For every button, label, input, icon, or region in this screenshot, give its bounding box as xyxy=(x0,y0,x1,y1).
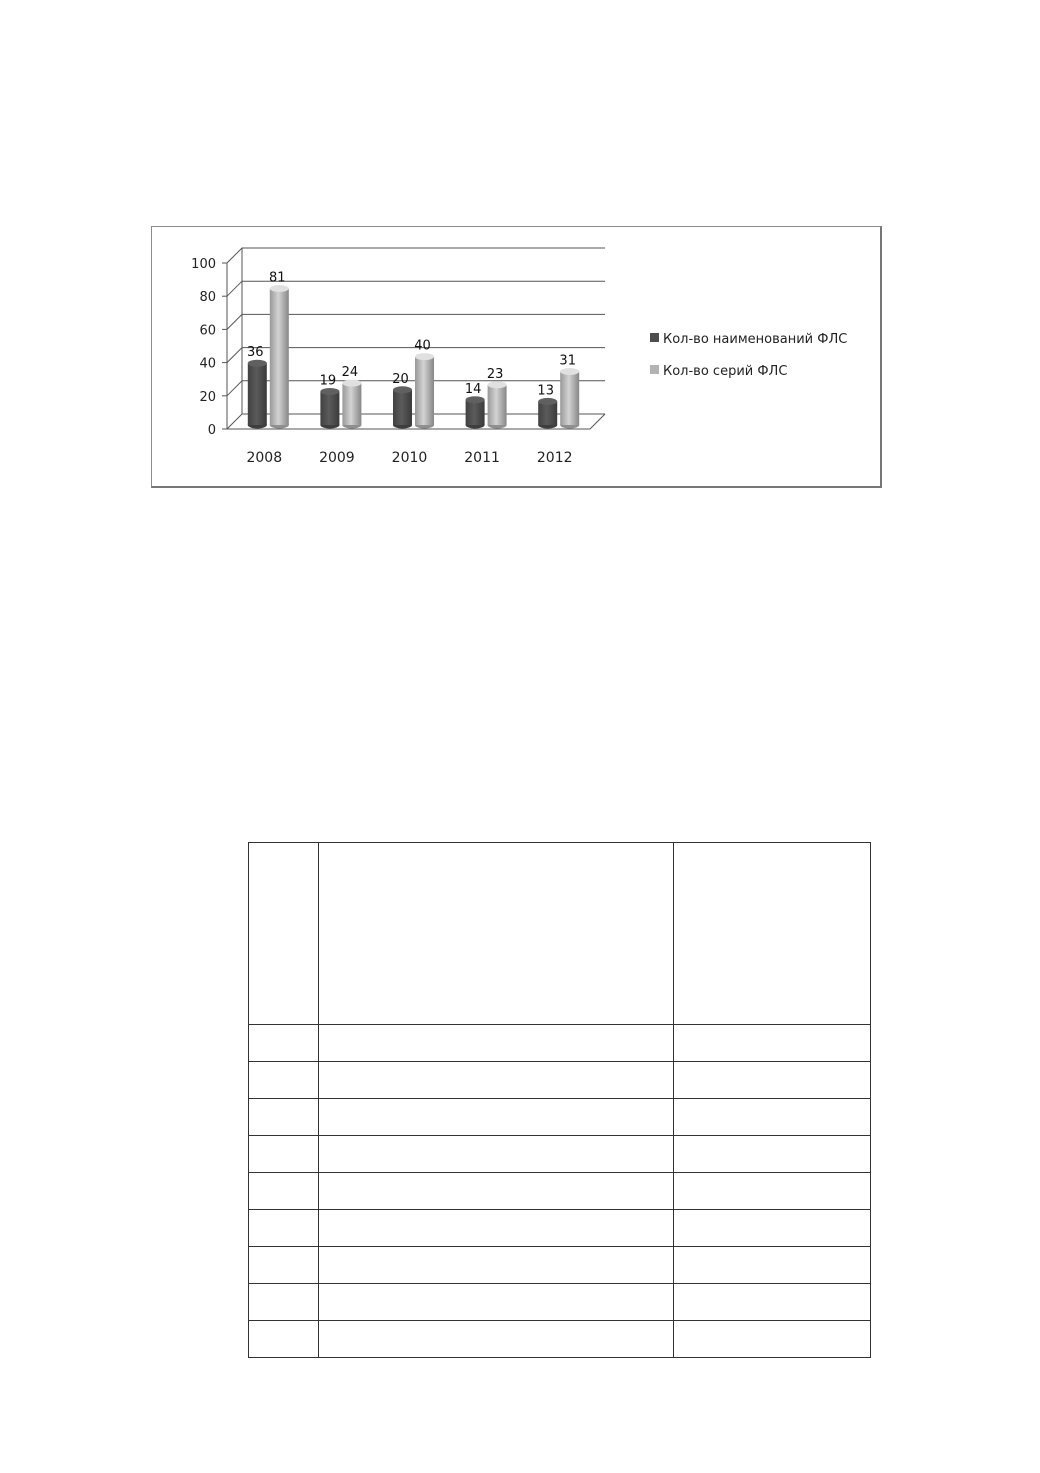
table-cell xyxy=(674,1321,871,1358)
data-table xyxy=(248,842,871,1358)
x-tick-label: 2008 xyxy=(246,450,283,466)
bar-4-1 xyxy=(560,372,579,425)
table-row xyxy=(249,1062,871,1099)
bar-top xyxy=(466,396,485,403)
data-label: 81 xyxy=(269,270,286,286)
table-cell xyxy=(674,1062,871,1099)
y-tick-label: 100 xyxy=(191,257,216,272)
x-tick-label: 2009 xyxy=(319,450,355,466)
bar-3-0 xyxy=(466,400,485,425)
chart xyxy=(152,227,883,489)
y-tick-label: 40 xyxy=(199,356,216,372)
gridline xyxy=(227,248,605,263)
bar-top xyxy=(393,386,412,393)
y-tick-label: 20 xyxy=(199,389,216,405)
table-row xyxy=(249,1210,871,1247)
data-label: 31 xyxy=(559,353,576,369)
x-tick-label: 2012 xyxy=(536,450,573,466)
table-cell xyxy=(249,1247,319,1284)
table-cell xyxy=(249,843,319,1025)
table-cell xyxy=(319,1025,674,1062)
table-cell xyxy=(674,1025,871,1062)
table-cell xyxy=(319,1321,674,1358)
table-row xyxy=(249,1321,871,1358)
table-cell xyxy=(319,1099,674,1136)
table-cell xyxy=(249,1173,319,1210)
table-cell xyxy=(674,1210,871,1247)
table-row xyxy=(249,1284,871,1321)
bar-top xyxy=(270,285,289,292)
table-cell xyxy=(249,1099,319,1136)
data-label: 19 xyxy=(319,373,337,389)
legend-swatch xyxy=(650,365,659,374)
y-tick-label: 0 xyxy=(207,423,216,438)
y-tick-label: 60 xyxy=(199,323,216,339)
bar-0-0 xyxy=(248,363,267,425)
table-cell xyxy=(674,1136,871,1173)
table-cell xyxy=(249,1136,319,1173)
bar-2-0 xyxy=(393,390,412,425)
data-label: 20 xyxy=(392,371,409,387)
table-cell xyxy=(319,1136,674,1173)
legend-swatch xyxy=(650,333,659,342)
table-cell xyxy=(319,1062,674,1099)
table-row xyxy=(249,1025,871,1062)
data-label: 36 xyxy=(247,345,264,361)
data-label: 14 xyxy=(464,381,482,397)
bar-2-1 xyxy=(415,357,434,425)
table-cell xyxy=(249,1284,319,1321)
table-cell xyxy=(674,1284,871,1321)
bar-top xyxy=(560,368,579,375)
x-tick-label: 2010 xyxy=(391,450,428,466)
data-label: 40 xyxy=(414,338,431,354)
legend-label: Кол-во наименований ФЛС xyxy=(663,332,848,347)
bar-top xyxy=(488,381,507,388)
bar-top xyxy=(320,388,339,395)
bar-3-1 xyxy=(488,385,507,425)
bar-top xyxy=(248,360,267,367)
table-cell xyxy=(674,1247,871,1284)
bar-1-1 xyxy=(342,383,361,425)
table-cell xyxy=(674,1173,871,1210)
table-cell xyxy=(249,1025,319,1062)
table-cell xyxy=(249,1062,319,1099)
chart-container xyxy=(151,226,882,488)
table-row xyxy=(249,1247,871,1284)
table-cell xyxy=(674,843,871,1025)
bar-1-0 xyxy=(320,391,339,425)
table-header-row xyxy=(249,843,871,1025)
table-row xyxy=(249,1136,871,1173)
bar-top xyxy=(415,353,434,360)
table-row xyxy=(249,1173,871,1210)
legend-label: Кол-во серий ФЛС xyxy=(663,364,788,379)
data-label: 13 xyxy=(537,383,554,399)
bar-0-1 xyxy=(270,289,289,425)
table-cell xyxy=(249,1210,319,1247)
table-row xyxy=(249,1099,871,1136)
table-cell xyxy=(319,843,674,1025)
data-label: 24 xyxy=(341,365,359,381)
bar-top xyxy=(342,380,361,387)
table-cell xyxy=(249,1321,319,1358)
table-cell xyxy=(674,1099,871,1136)
bar-4-0 xyxy=(538,401,557,425)
bar-top xyxy=(538,398,557,405)
table-cell xyxy=(319,1210,674,1247)
table-cell xyxy=(319,1284,674,1321)
table-cell xyxy=(319,1247,674,1284)
table-cell xyxy=(319,1173,674,1210)
x-tick-label: 2011 xyxy=(464,450,500,466)
data-label: 23 xyxy=(486,366,504,382)
y-tick-label: 80 xyxy=(199,290,216,306)
